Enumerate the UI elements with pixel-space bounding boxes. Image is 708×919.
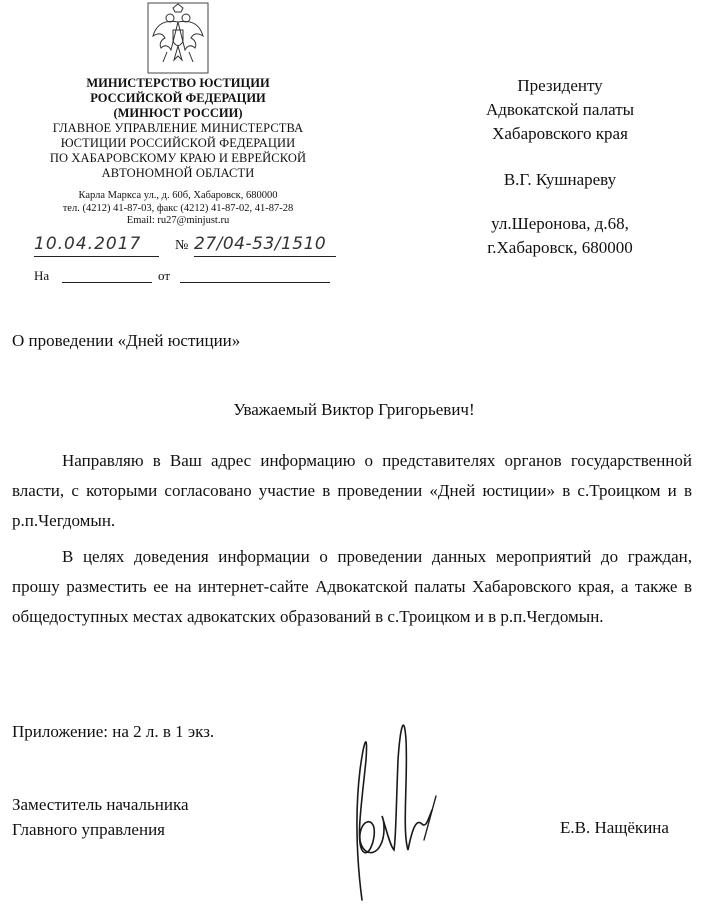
addressee-line: Президенту — [517, 76, 603, 95]
letterhead-line: РОССИЙСКОЙ ФЕДЕРАЦИИ — [90, 91, 266, 105]
body-paragraph: В целях доведения информации о проведении данных мероприятий до граждан, прошу разместить ее на интернет-сайте Адвокатской палаты Хабаровского края, а также в общедоступных местах адвокатских образований в с.Троицком и в р.п.Чегдомын. — [12, 547, 692, 626]
ministry-letterhead — [28, 76, 328, 181]
letterhead-line: (МИНЮСТ РОССИИ) — [113, 106, 243, 120]
reply-label-on: На — [34, 268, 50, 283]
letterhead-line: АВТОНОМНОЙ ОБЛАСТИ — [101, 166, 255, 180]
letterhead-line: ГЛАВНОЕ УПРАВЛЕНИЕ МИНИСТЕРСТВА — [52, 121, 304, 135]
registration-line — [28, 234, 338, 260]
ministry-address — [28, 190, 328, 228]
letterhead-line: ЮСТИЦИИ РОССИЙСКОЙ ФЕДЕРАЦИИ — [60, 136, 296, 150]
addressee-street: ул.Шеронова, д.68, — [491, 214, 629, 233]
coat-of-arms-emblem-icon — [147, 2, 209, 74]
addressee-block — [440, 74, 680, 260]
signer-position-line: Заместитель начальника — [12, 795, 189, 814]
phone-line: тел. (4212) 41-87-03, факс (4212) 41-87-02, 41-87-28 — [62, 202, 294, 214]
reply-reference-line — [34, 268, 344, 288]
addressee-city: г.Хабаровск, 680000 — [487, 238, 633, 257]
salutation: Уважаемый Виктор Григорьевич! — [233, 400, 475, 419]
appendix-note: Приложение: на 2 л. в 1 экз. — [12, 722, 215, 741]
addressee-line: Хабаровского края — [492, 124, 628, 143]
letter-subject: О проведении «Дней юстиции» — [12, 331, 241, 350]
registration-number: 27/04-53/1510 — [194, 234, 336, 257]
registration-date: 10.04.2017 — [34, 234, 159, 257]
reply-blank-date — [180, 282, 330, 283]
addressee-name: В.Г. Кушнареву — [503, 170, 617, 189]
letterhead-line: ПО ХАБАРОВСКОМУ КРАЮ И ЕВРЕЙСКОЙ — [49, 151, 307, 165]
registration-number-label: № — [175, 238, 189, 253]
address-line: Карла Маркса ул., д. 60б, Хабаровск, 680000 — [78, 190, 278, 201]
signer-name: Е.В. Нащёкина — [560, 818, 669, 837]
signer-position-line: Главного управления — [12, 820, 165, 839]
signer-position — [12, 792, 189, 842]
reply-label-from: от — [158, 268, 171, 283]
reply-blank-number — [62, 282, 152, 283]
handwritten-signature — [332, 700, 442, 910]
letterhead-line: МИНИСТЕРСТВО ЮСТИЦИИ — [86, 76, 270, 90]
addressee-line: Адвокатской палаты — [485, 100, 635, 119]
email-line: Email: ru27@minjust.ru — [126, 215, 230, 226]
body-paragraph: Направляю в Ваш адрес информацию о представителях органов государственной власти, с которыми согласовано участие в проведении «Дней юстиции» в с.Троицком и в р.п.Чегдомын. — [12, 451, 692, 530]
letter-body — [12, 446, 692, 638]
